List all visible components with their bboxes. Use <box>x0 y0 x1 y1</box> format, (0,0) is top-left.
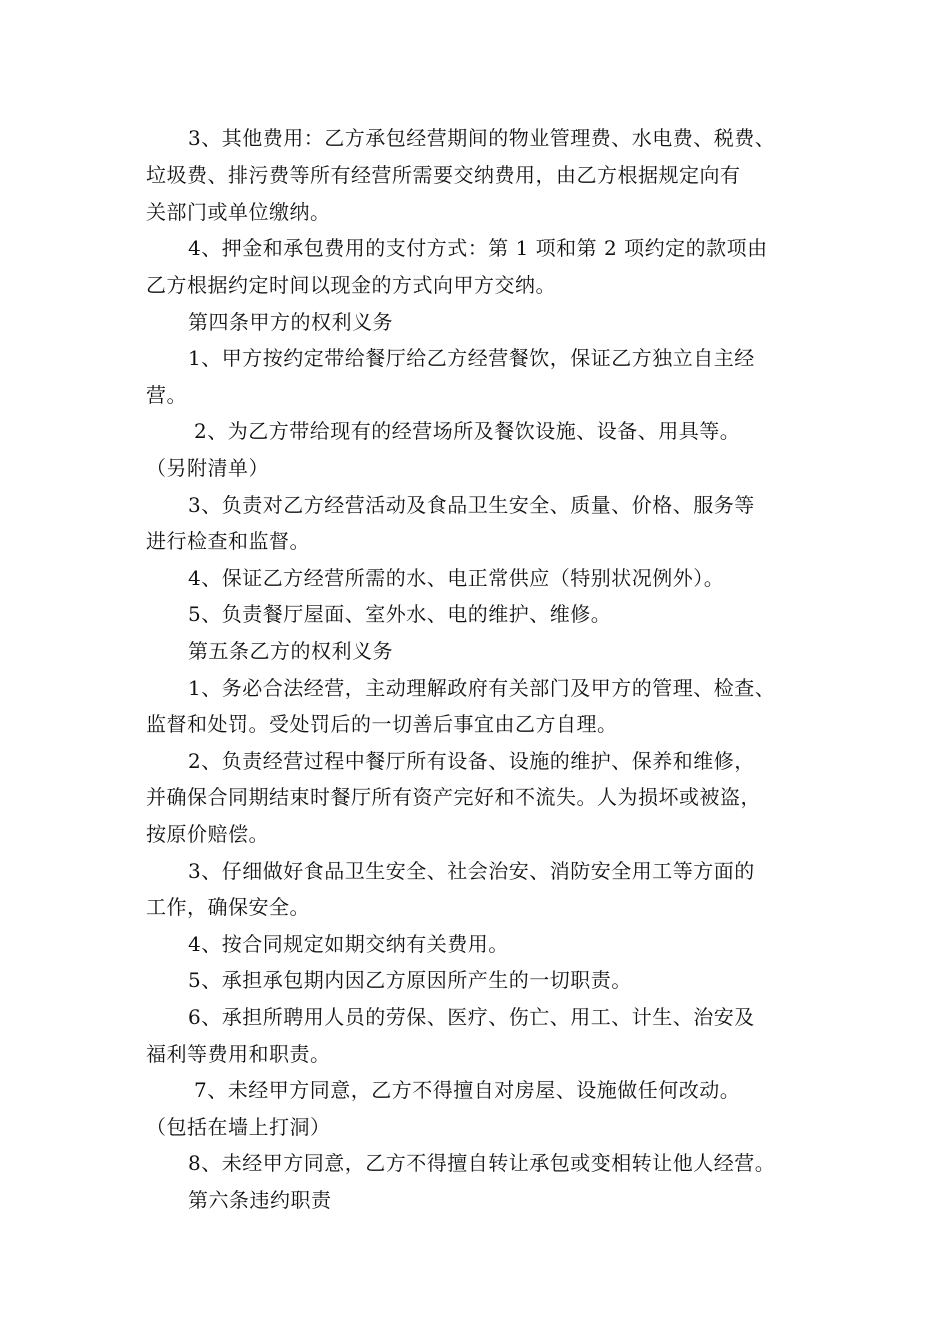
paragraph-line: 7、未经甲方同意，乙方不得擅自对房屋、设施做任何改动。 <box>194 1078 741 1102</box>
paragraph-line: 3、其他费用：乙方承包经营期间的物业管理费、水电费、税费、 <box>188 126 776 150</box>
paragraph-line: 5、负责餐厅屋面、室外水、电的维护、维修。 <box>188 602 612 626</box>
section-heading: 第四条甲方的权利义务 <box>188 310 393 334</box>
paragraph-line: 垃圾费、排污费等所有经营所需要交纳费用，由乙方根据规定向有 <box>146 163 741 187</box>
paragraph-line: 4、按合同规定如期交纳有关费用。 <box>188 932 509 956</box>
paragraph-line: 福利等费用和职责。 <box>146 1042 331 1066</box>
section-heading: 第六条违约职责 <box>188 1188 332 1212</box>
paragraph-line: 营。 <box>146 383 187 407</box>
paragraph-line: 3、仔细做好食品卫生安全、社会治安、消防安全用工等方面的 <box>188 859 755 883</box>
paragraph-line: 进行检查和监督。 <box>146 529 310 553</box>
paragraph-line: 5、承担承包期内因乙方原因所产生的一切职责。 <box>188 968 632 992</box>
section-heading: 第五条乙方的权利义务 <box>188 639 393 663</box>
paragraph-line: 1、甲方按约定带给餐厅给乙方经营餐饮，保证乙方独立自主经 <box>188 346 755 370</box>
paragraph-line: 工作，确保安全。 <box>146 895 310 919</box>
paragraph-line: 乙方根据约定时间以现金的方式向甲方交纳。 <box>146 273 556 297</box>
paragraph-line: （另附清单） <box>146 456 269 480</box>
paragraph-line: 1、务必合法经营，主动理解政府有关部门及甲方的管理、检查、 <box>188 676 776 700</box>
paragraph-line: 2、为乙方带给现有的经营场所及餐饮设施、设备、用具等。 <box>194 419 741 443</box>
paragraph-line: 关部门或单位缴纳。 <box>146 200 331 224</box>
paragraph-line: 3、负责对乙方经营活动及食品卫生安全、质量、价格、服务等 <box>188 493 755 517</box>
paragraph-line: 4、保证乙方经营所需的水、电正常供应（特别状况例外）。 <box>188 566 725 590</box>
paragraph-line: 并确保合同期结束时餐厅所有资产完好和不流失。人为损坏或被盗， <box>146 785 761 809</box>
paragraph-line: 6、承担所聘用人员的劳保、医疗、伤亡、用工、计生、治安及 <box>188 1005 755 1029</box>
paragraph-line: 4、押金和承包费用的支付方式：第 1 项和第 2 项约定的款项由 <box>188 236 768 260</box>
paragraph-line: 8、未经甲方同意，乙方不得擅自转让承包或变相转让他人经营。 <box>188 1151 776 1175</box>
paragraph-line: （包括在墙上打洞） <box>146 1115 331 1139</box>
paragraph-line: 2、负责经营过程中餐厅所有设备、设施的维护、保养和维修， <box>188 749 755 773</box>
paragraph-line: 按原价赔偿。 <box>146 822 269 846</box>
paragraph-line: 监督和处罚。受处罚后的一切善后事宜由乙方自理。 <box>146 712 618 736</box>
